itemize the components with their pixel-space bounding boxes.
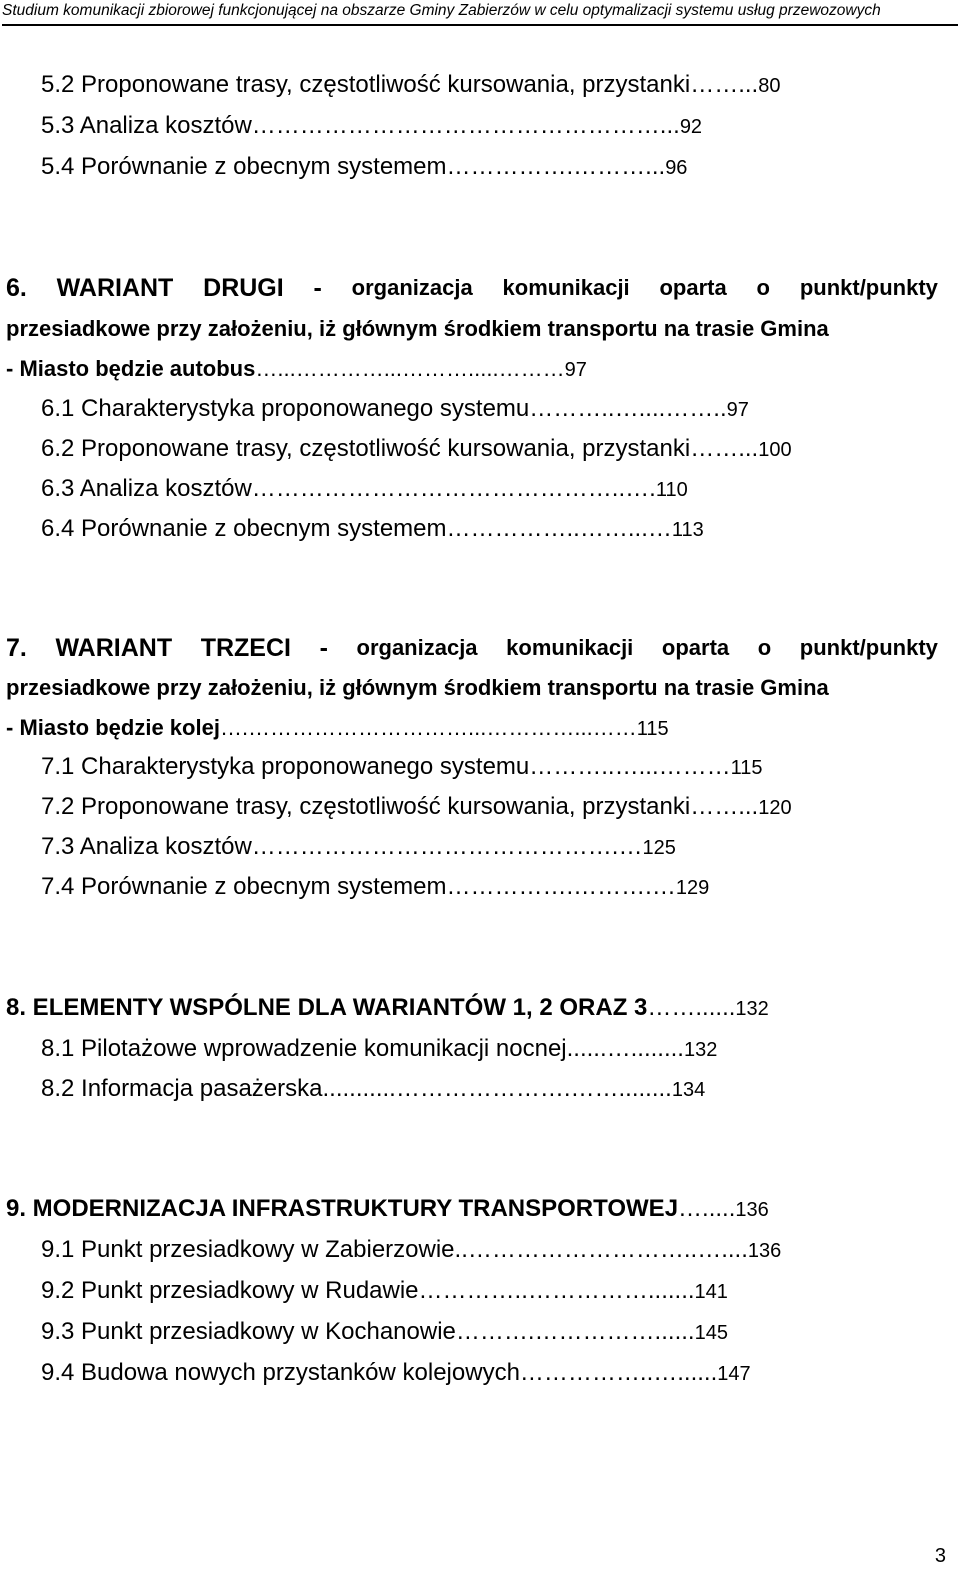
toc-entry-6-4[interactable]: [41, 514, 704, 545]
toc-section-7-title-line3[interactable]: [6, 713, 669, 744]
running-header: Studium komunikacji zbiorowej funkcjonującej na obszarze Gminy Zabierzów w celu optymalizacji systemu usług przewozowych: [2, 2, 958, 26]
toc-entry-title: 5.3 Analiza kosztów: [41, 112, 252, 139]
title-word: DRUGI: [203, 274, 284, 302]
toc-leader: ......…........: [566, 1035, 684, 1062]
title-word: WARIANT: [56, 274, 174, 302]
toc-page-number: 113: [671, 519, 704, 541]
toc-entry-title: 6.3 Analiza kosztów: [41, 475, 252, 502]
title-word: organizacja: [356, 635, 478, 660]
title-text: - Miasto będzie kolej: [6, 715, 220, 740]
toc-leader: ……………..…......: [519, 1359, 718, 1386]
toc-leader: ………..…...………: [529, 753, 731, 780]
title-word: komunikacji: [502, 275, 630, 300]
title-word: o: [757, 635, 772, 660]
title-word: WARIANT: [55, 634, 173, 662]
toc-leader: ……………..……...…: [446, 515, 672, 542]
toc-entry-title: 9.1 Punkt przesiadkowy w Zabierzowie: [41, 1236, 455, 1263]
title-text: - Miasto będzie autobus: [6, 356, 256, 381]
page-number: 3: [934, 1545, 946, 1567]
toc-leader: …………….……….…: [446, 873, 676, 900]
title-word: TRZECI: [200, 634, 291, 662]
toc-section-title: 9. MODERNIZACJA INFRASTRUKTURY TRANSPORTOWEJ: [6, 1195, 679, 1222]
toc-leader: ……….……………......: [455, 1318, 695, 1345]
toc-entry-title: 8.2 Informacja pasażerska: [41, 1075, 323, 1102]
title-word: komunikacji: [506, 635, 634, 660]
toc-page-number: 120: [758, 797, 792, 819]
toc-entry-title: 6.1 Charakterystyka proponowanego systemu: [41, 395, 530, 422]
toc-entry-9-2[interactable]: [41, 1276, 728, 1307]
section-number: 7.: [6, 634, 27, 662]
toc-leader: ……………………………………….…: [251, 833, 643, 860]
toc-leader: ……......: [647, 994, 736, 1021]
toc-entry-6-1[interactable]: [41, 394, 749, 425]
toc-entry-title: 7.1 Charakterystyka proponowanego systemu: [41, 753, 530, 780]
toc-page-number: 132: [735, 998, 769, 1020]
toc-leader: ………..…....……..: [529, 395, 727, 422]
toc-entry-9-3[interactable]: [41, 1317, 728, 1348]
toc-entry-title: 6.4 Porównanie z obecnym systemem: [41, 515, 447, 542]
toc-entry-7-3[interactable]: [41, 832, 676, 863]
toc-entry-5-3[interactable]: [41, 111, 702, 142]
toc-page-number: 141: [694, 1281, 728, 1303]
toc-page-number: 96: [665, 157, 688, 179]
title-word: -: [319, 634, 328, 662]
title-word: punkt/punkty: [799, 635, 938, 660]
toc-leader: ……...: [690, 435, 759, 462]
toc-section-title: 8. ELEMENTY WSPÓLNE DLA WARIANTÓW 1, 2 ORAZ 3: [6, 994, 648, 1021]
toc-leader: ……………………………………………...: [251, 112, 680, 139]
toc-page-number: 92: [679, 116, 703, 138]
toc-entry-7-2[interactable]: [41, 792, 792, 823]
toc-section-9[interactable]: [6, 1194, 769, 1225]
toc-entry-5-2[interactable]: [41, 70, 780, 101]
toc-page-number: 145: [694, 1322, 728, 1344]
title-word: punkt/punkty: [799, 275, 938, 300]
title-word: -: [313, 274, 322, 302]
toc-leader: ….....: [678, 1195, 736, 1222]
toc-entry-8-1[interactable]: [41, 1034, 717, 1065]
toc-leader: …………..…………….......: [418, 1277, 695, 1304]
toc-entry-9-4[interactable]: [41, 1358, 751, 1389]
toc-leader: ..………………………..…....: [454, 1236, 748, 1263]
toc-page-number: 97: [564, 359, 587, 381]
toc-leader: …...…………...……….....………: [255, 356, 565, 381]
toc-entry-9-1[interactable]: [41, 1235, 781, 1266]
title-word: o: [756, 275, 770, 300]
toc-entry-title: 8.1 Pilotażowe wprowadzenie komunikacji nocnej: [41, 1035, 567, 1062]
toc-entry-title: 9.3 Punkt przesiadkowy w Kochanowie: [41, 1318, 456, 1345]
toc-entry-title: 5.2 Proponowane trasy, częstotliwość kursowania, przystanki: [41, 71, 691, 98]
toc-leader: ……...: [690, 793, 759, 820]
toc-leader: ...........………………….……........: [322, 1075, 672, 1102]
title-word: organizacja: [351, 275, 473, 300]
toc-page-number: 110: [655, 479, 688, 501]
toc-leader: ………………………………………..….: [251, 475, 656, 502]
toc-entry-title: 7.2 Proponowane trasy, częstotliwość kursowania, przystanki: [41, 793, 691, 820]
toc-page-number: 100: [758, 439, 792, 461]
toc-page-number: 136: [747, 1240, 782, 1262]
toc-page-number: 80: [758, 75, 781, 97]
toc-entry-6-3[interactable]: [41, 474, 688, 505]
toc-page-number: 125: [642, 837, 676, 859]
toc-entry-title: 5.4 Porównanie z obecnym systemem: [41, 153, 447, 180]
toc-entry-7-1[interactable]: [41, 752, 763, 783]
toc-page-number: 134: [671, 1079, 706, 1101]
title-word: oparta: [661, 635, 730, 660]
toc-page-number: 115: [730, 757, 763, 779]
toc-page-number: 97: [726, 399, 749, 421]
toc-leader: ….…………………………...…………...……: [219, 715, 637, 740]
toc-leader: ……...: [690, 71, 759, 98]
toc-entry-title: 9.4 Budowa nowych przystanków kolejowych: [41, 1359, 520, 1386]
title-word: oparta: [659, 275, 727, 300]
toc-page-number: 129: [675, 877, 710, 899]
toc-leader: …………….………...: [446, 153, 666, 180]
toc-section-6-title-line2: przesiadkowe przy założeniu, iż głównym środkiem transportu na trasie Gmina: [6, 316, 829, 341]
toc-entry-7-4[interactable]: [41, 872, 709, 903]
toc-entry-8-2[interactable]: [41, 1074, 705, 1105]
toc-section-7-title-line1[interactable]: [6, 633, 938, 663]
toc-entry-title: 9.2 Punkt przesiadkowy w Rudawie: [41, 1277, 419, 1304]
toc-page-number: 132: [683, 1039, 718, 1061]
toc-entry-title: 6.2 Proponowane trasy, częstotliwość kursowania, przystanki: [41, 435, 691, 462]
toc-entry-title: 7.3 Analiza kosztów: [41, 833, 252, 860]
toc-entry-5-4[interactable]: [41, 152, 687, 183]
toc-section-6-title-line3[interactable]: [6, 354, 587, 385]
toc-page-number: 115: [636, 718, 669, 740]
toc-page-number: 136: [735, 1199, 769, 1221]
toc-entry-6-2[interactable]: [41, 434, 792, 465]
toc-section-7-title-line2: przesiadkowe przy założeniu, iż głównym środkiem transportu na trasie Gmina: [6, 675, 829, 700]
toc-section-8[interactable]: [6, 993, 769, 1024]
toc-section-6-title-line1[interactable]: [6, 273, 938, 303]
toc-entry-title: 7.4 Porównanie z obecnym systemem: [41, 873, 447, 900]
toc-page-number: 147: [717, 1363, 751, 1385]
section-number: 6.: [6, 274, 27, 302]
